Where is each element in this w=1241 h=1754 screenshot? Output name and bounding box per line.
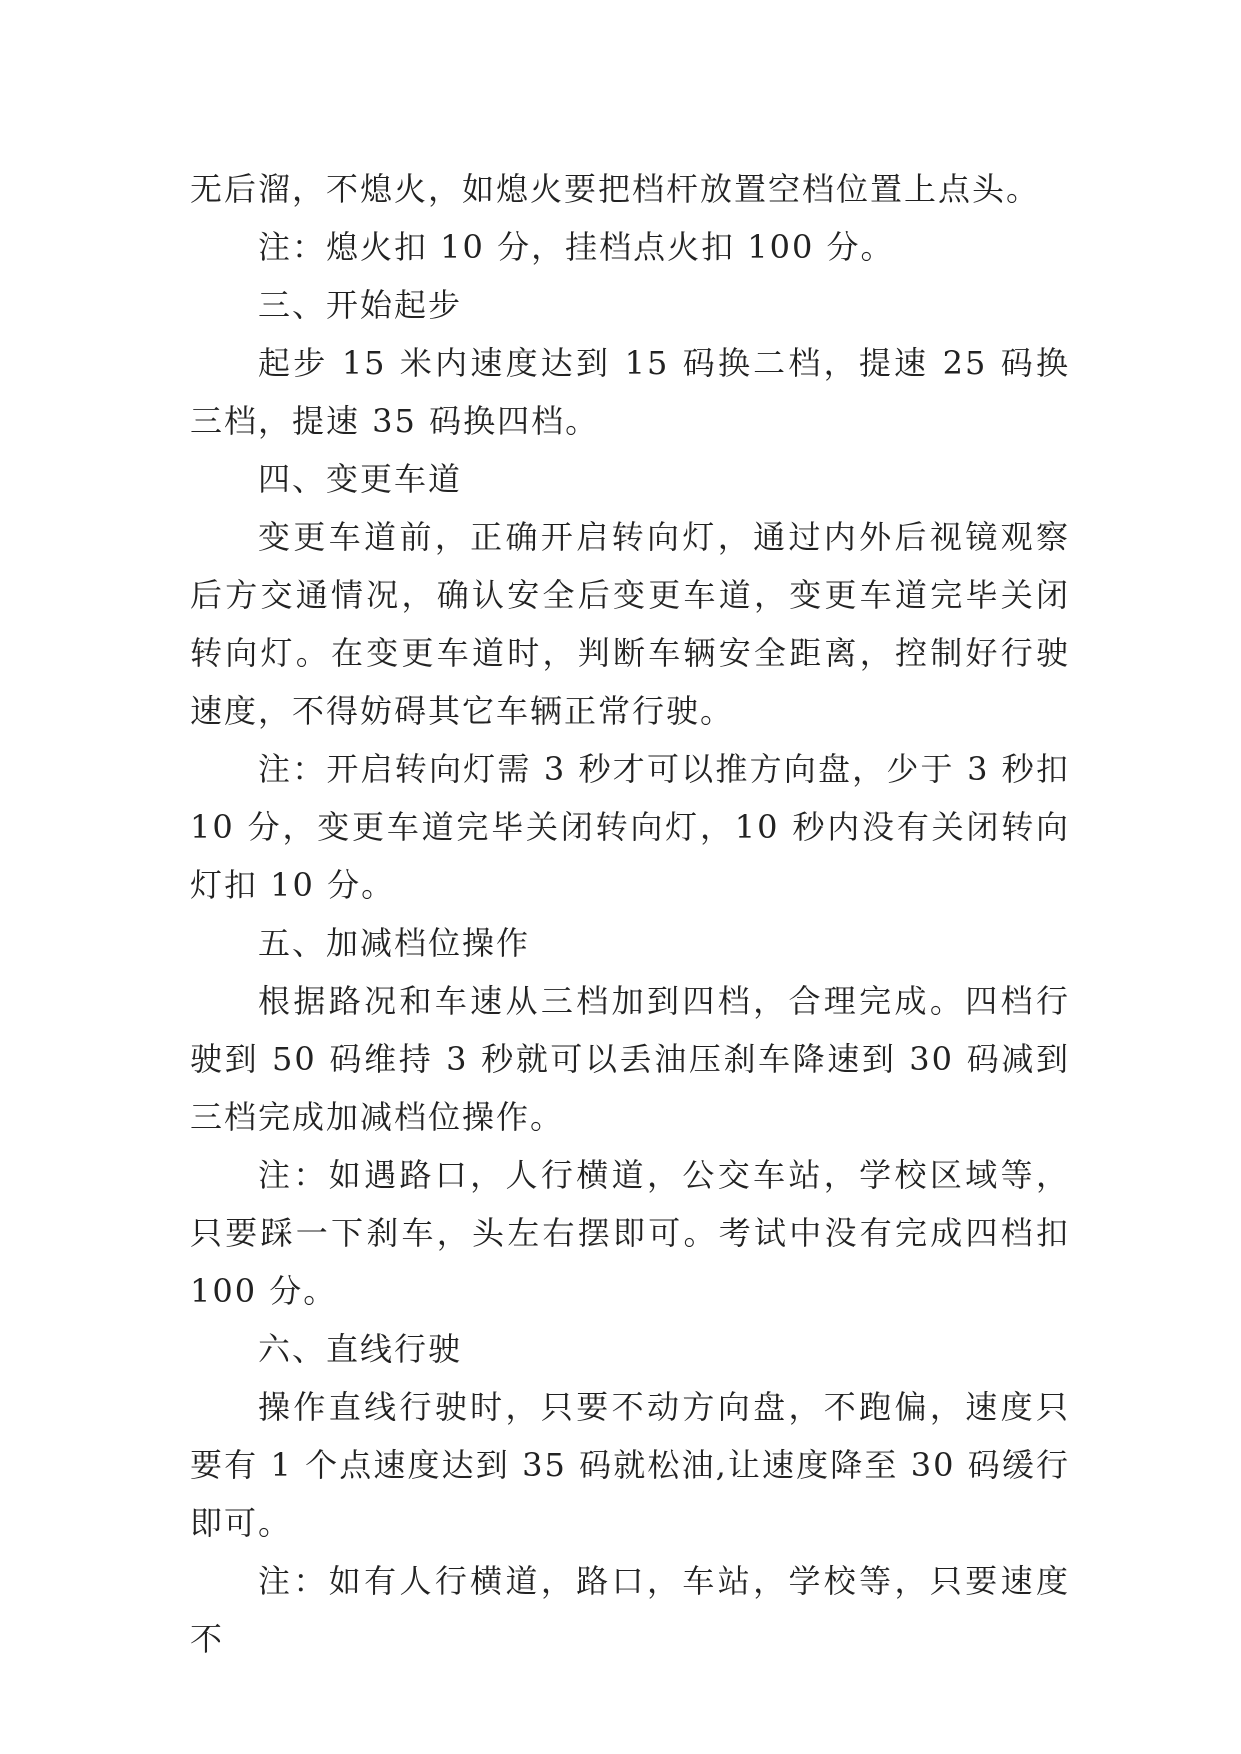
paragraph-straight-driving: 操作直线行驶时，只要不动方向盘，不跑偏，速度只要有 1 个点速度达到 35 码就松油,让速度降至 30 码缓行即可。	[190, 1388, 1070, 1542]
heading-lane-change: 四、变更车道	[258, 460, 463, 498]
heading-gear-shift: 五、加减档位操作	[258, 924, 531, 962]
note-stall-penalty: 注：熄火扣 10 分，挂档点火扣 100 分。	[258, 228, 895, 266]
heading-start-off: 三、开始起步	[258, 286, 463, 324]
note-lane-change: 注：开启转向灯需 3 秒才可以推方向盘，少于 3 秒扣 10 分，变更车道完毕关闭转向灯，10 秒内没有关闭转向灯扣 10 分。	[190, 750, 1070, 904]
heading-straight-driving: 六、直线行驶	[258, 1330, 463, 1368]
paragraph-lane-change: 变更车道前，正确开启转向灯，通过内外后视镜观察后方交通情况，确认安全后变更车道，变更车道完毕关闭转向灯。在变更车道时，判断车辆安全距离，控制好行驶速度，不得妨碍其它车辆正常行驶。	[190, 518, 1070, 730]
note-gear-shift: 注：如遇路口，人行横道，公交车站，学校区域等，只要踩一下刹车，头左右摆即可。考试中没有完成四档扣 100 分。	[190, 1156, 1070, 1310]
paragraph-start-off: 起步 15 米内速度达到 15 码换二档，提速 25 码换三档，提速 35 码换四档。	[190, 344, 1070, 440]
note-straight-driving: 注：如有人行横道，路口，车站，学校等，只要速度不	[190, 1562, 1070, 1658]
document-body	[190, 160, 1070, 1668]
paragraph-1: 无后溜，不熄火，如熄火要把档杆放置空档位置上点头。	[190, 170, 1041, 208]
paragraph-gear-shift: 根据路况和车速从三档加到四档，合理完成。四档行驶到 50 码维持 3 秒就可以丢油压刹车降速到 30 码减到三档完成加减档位操作。	[190, 982, 1070, 1136]
